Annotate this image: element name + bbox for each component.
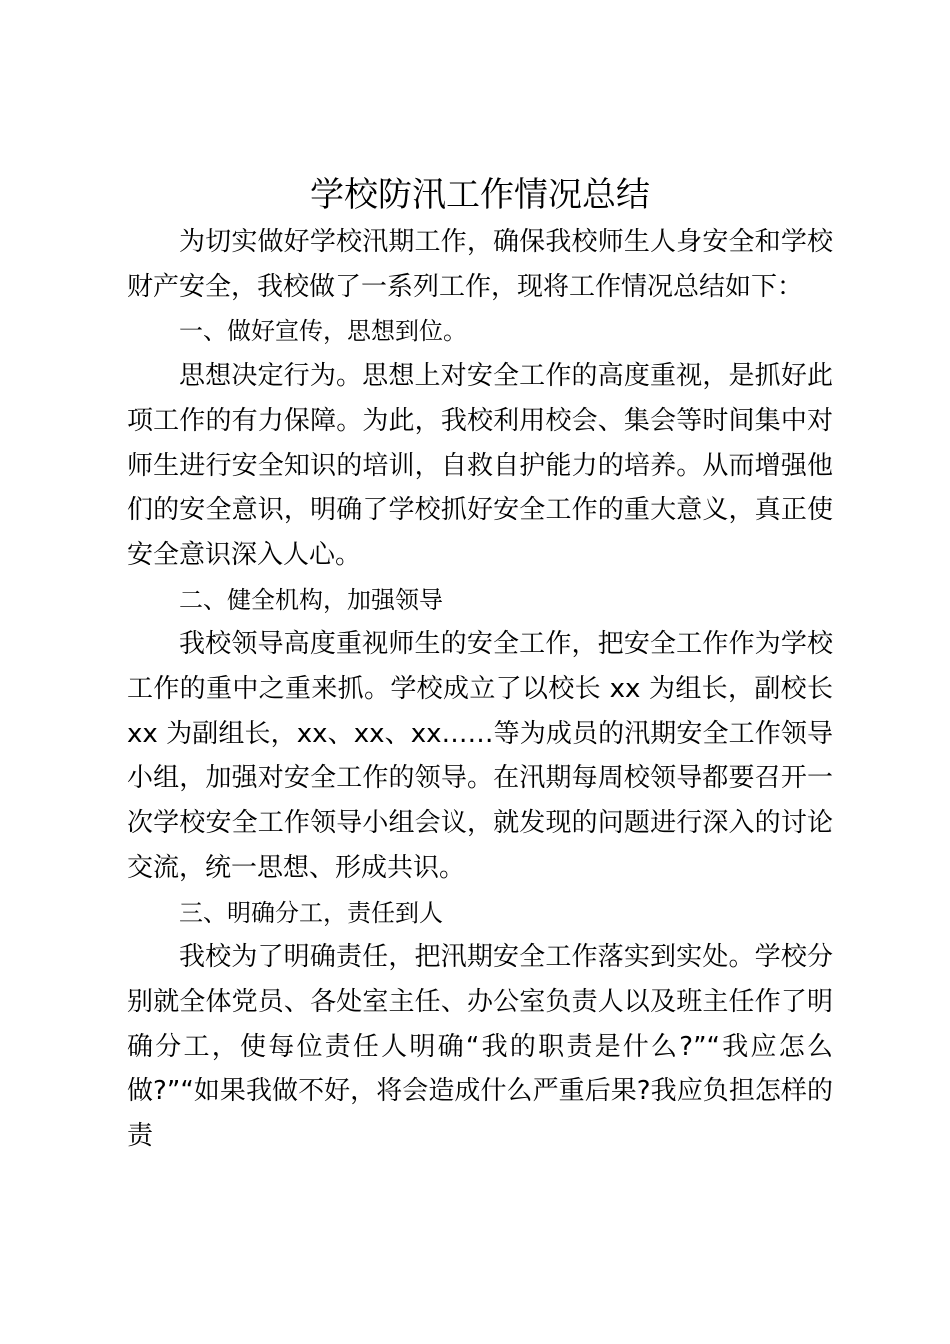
- section-heading-1: 一、做好宣传，思想到位。: [179, 317, 467, 346]
- paragraph-intro: 为切实做好学校汛期工作，确保我校师生人身安全和学校财产安全，我校做了一系列工作，现将工作情况总结如下：: [127, 227, 833, 302]
- section-heading-3: 三、明确分工，责任到人: [179, 898, 443, 927]
- document-body: [127, 170, 833, 1159]
- paragraph-section-1: 思想决定行为。思想上对安全工作的高度重视，是抓好此项工作的有力保障。为此，我校利用校会、集会等时间集中对师生进行安全知识的培训，自救自护能力的培养。从而增强他们的安全意识，明确了学校抓好安全工作的重大意义，真正使安全意识深入人心。: [127, 361, 833, 570]
- paragraph-section-2: 我校领导高度重视师生的安全工作，把安全工作作为学校工作的重中之重来抓。学校成立了以校长 xx 为组长，副校长 xx 为副组长，xx、xx、xx……等为成员的汛期安全工作领导小组，加强对安全工作的领导。在汛期每周校领导都要召开一次学校安全工作领导小组会议，就发现的问题进行深入的讨论交流，统一思想、形成共识。: [127, 629, 833, 883]
- section-heading-2: 二、健全机构，加强领导: [179, 585, 443, 614]
- paragraph-section-3: 我校为了明确责任，把汛期安全工作落实到实处。学校分别就全体党员、各处室主任、办公室负责人以及班主任作了明确分工，使每位责任人明确“我的职责是什么?”“我应怎么做?”“如果我做不好，将会造成什么严重后果?我应负担怎样的责: [127, 942, 833, 1152]
- document-title: 学校防汛工作情况总结: [310, 175, 650, 215]
